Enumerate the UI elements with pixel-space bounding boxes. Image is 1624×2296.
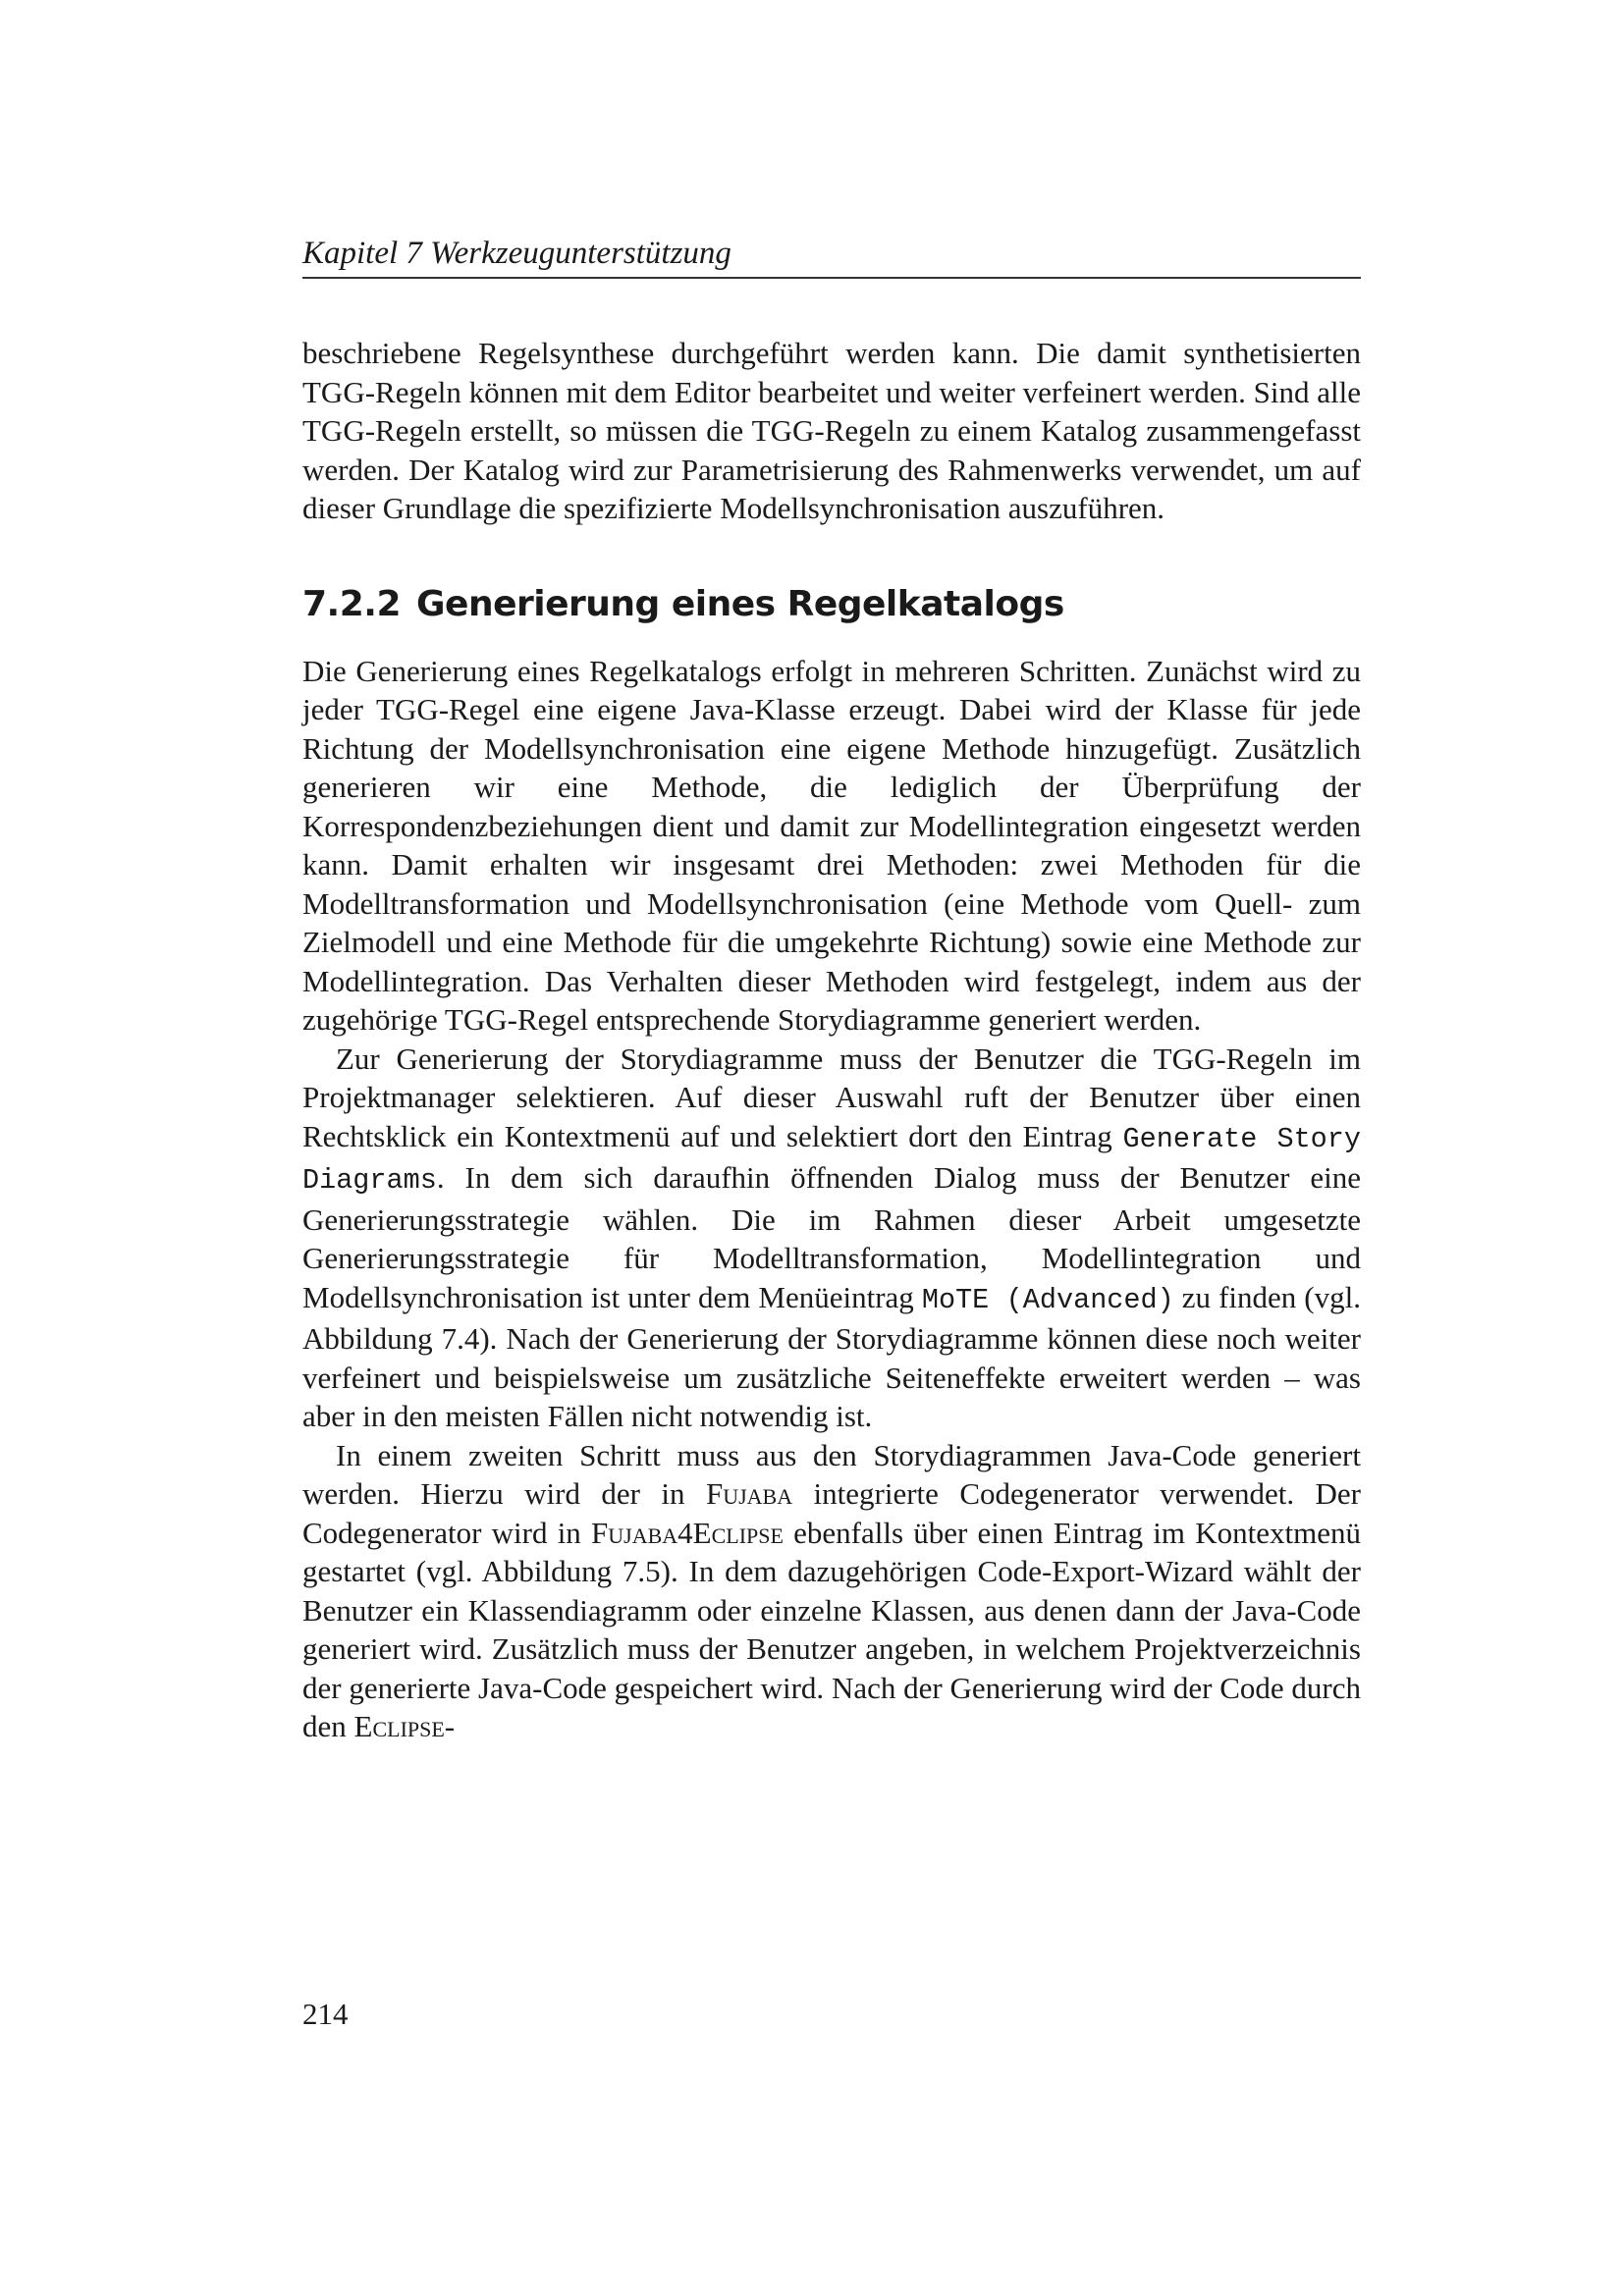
- menu-entry-mote-advanced: MoTE (Advanced): [921, 1283, 1174, 1316]
- tool-name-fujaba4eclipse: Fujaba4Eclipse: [591, 1515, 784, 1550]
- menu-entry-generate-story-diagrams: Generate Story Diagrams: [302, 1122, 1361, 1197]
- body-paragraph-2: [302, 1040, 1361, 1436]
- paragraph-3-text-a: In einem zweiten Schritt muss aus den Storydiagrammen Java-Code generiert werden. Hierzu wird der in: [302, 1437, 1361, 1511]
- section-title: Generierung eines Regelkatalogs: [416, 583, 1064, 624]
- tool-name-eclipse: Eclipse-: [353, 1709, 456, 1743]
- section-number: 7.2.2: [302, 583, 401, 624]
- body-paragraph-1: Die Generierung eines Regelkatalogs erfolgt in mehreren Schritten. Zunächst wird zu jeder TGG-Regel eine eigene Java-Klasse erzeugt. Dabei wird der Klasse für jede Richtung der Modellsynchronisation eine eigene Methode hinzugefügt. Zusätzlich generieren wir eine Methode, die lediglich der Überprüfung der Korrespondenzbeziehungen dient und damit zur Modellintegration eingesetzt werden kann. Damit erhalten wir insgesamt drei Methoden: zwei Methoden für die Modelltransformation und Modellsynchronisation (eine Methode vom Quell- zum Zielmodell und eine Methode für die umgekehrte Richtung) sowie eine Methode zur Modellintegration. Das Verhalten dieser Methoden wird festgelegt, indem aus der zugehörige TGG-Regel entsprechende Storydiagramme generiert werden.: [302, 653, 1361, 1037]
- page-body: [302, 334, 1361, 1746]
- paragraph-3-text-c: ebenfalls über einen Eintrag im Kontextmenü gestartet (vgl. Abbildung 7.5). In dem dazugehörigen Code-Export-Wizard wählt der Benutzer ein Klassendiagramm oder einzelne Klassen, aus denen dann der Java-Code generiert wird. Zusätzlich muss der Benutzer angeben, in welchem Projektverzeichnis der generierte Java-Code gespeichert wird. Nach der Generierung wird der Code durch den: [302, 1515, 1361, 1743]
- page-number: 214: [302, 1997, 349, 2031]
- paragraph-2-text-a: Zur Generierung der Storydiagramme muss der Benutzer die TGG-Regeln im Projektmanager selektieren. Auf dieser Auswahl ruft der Benutzer über einen Rechtsklick ein Kontextmenü auf und selektiert dort den Eintrag: [302, 1041, 1361, 1153]
- paragraph-2-text-c: zu finden (vgl. Abbildung 7.4). Nach der Generierung der Storydiagramme können diese noch weiter verfeinert und beispielsweise um zusätzliche Seiteneffekte erweitert werden – was aber in den meisten Fällen nicht notwendig ist.: [302, 1279, 1361, 1433]
- running-head: Kapitel 7 Werkzeugunterstützung: [302, 236, 731, 271]
- paragraph-2-text-b: . In dem sich daraufhin öffnenden Dialog muss der Benutzer eine Generierungsstrategie wählen. Die im Rahmen dieser Arbeit umgesetzte Generierungsstrategie für Modelltransformation, Modellintegration und Modellsynchronisation ist unter dem Menüeintrag: [302, 1160, 1361, 1314]
- body-paragraph-3: [302, 1436, 1361, 1746]
- tool-name-fujaba: Fujaba: [705, 1476, 793, 1511]
- section-heading: [302, 583, 1361, 626]
- paragraph-3-text-b: integrierte Codegenerator verwendet. Der Codegenerator wird in: [302, 1476, 1362, 1550]
- page-header: [302, 228, 1361, 279]
- intro-paragraph: beschriebene Regelsynthese durchgeführt werden kann. Die damit synthetisierten TGG-Regeln können mit dem Editor bearbeitet und weiter verfeinert werden. Sind alle TGG-Regeln erstellt, so müssen die TGG-Regeln zu einem Katalog zusammengefasst werden. Der Katalog wird zur Parametrisierung des Rahmenwerks verwendet, um auf dieser Grundlage die spezifizierte Modellsynchronisation auszuführen.: [302, 336, 1361, 525]
